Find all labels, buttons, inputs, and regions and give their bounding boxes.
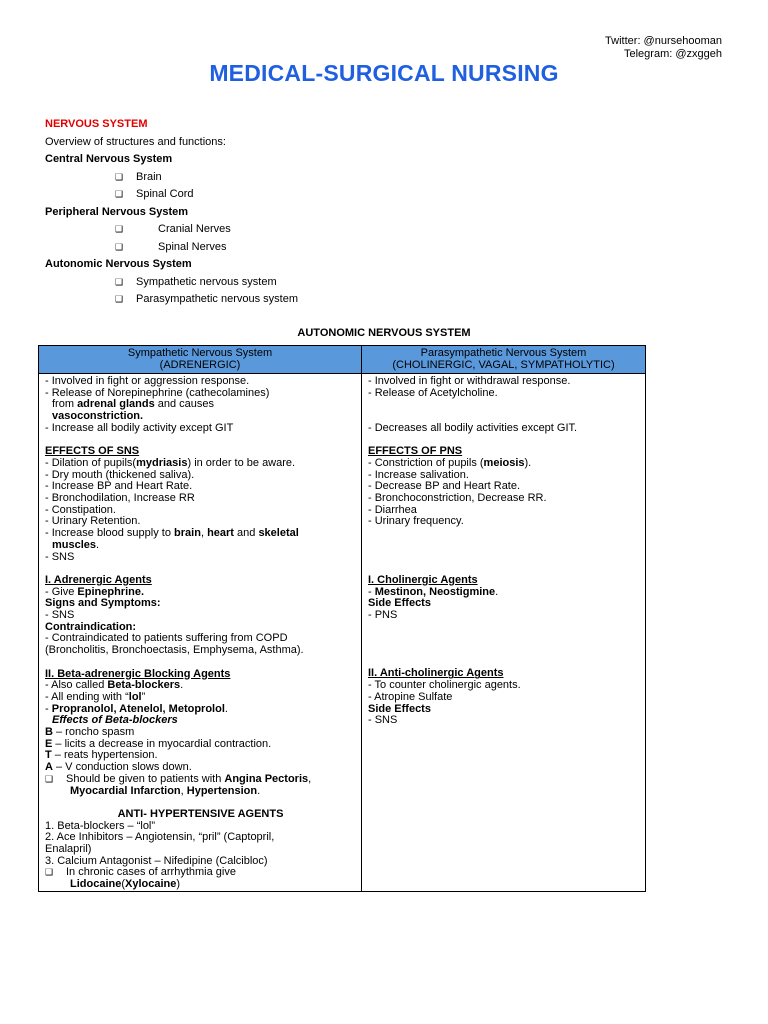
text-line: - Constipation. [45,503,116,516]
text-span: - [45,702,52,715]
text-span: In chronic cases of arrhythmia give [66,866,236,879]
checkbox-bullet-icon: ❑ [45,867,54,878]
text-line: - Increase BP and Heart Rate. [45,480,193,493]
spacer [368,528,640,540]
subheading: II. Beta-adrenergic Blocking Agents [45,667,231,680]
text-line: - Atropine Sulfate [368,690,453,703]
text-line: - Increase salivation. [368,468,469,481]
header-line: Sympathetic Nervous System [127,347,273,359]
twitter-handle: Twitter: @nursehooman [605,35,722,47]
text-span: Xylocaine [125,878,177,891]
text-line: - Urinary frequency. [368,515,464,528]
spacer [368,645,640,657]
text-span: – licits a decrease in myocardial contraction. [52,737,272,750]
text-line: 3. Calcium Antagonist – Nifedipine (Calcibloc) [45,854,268,867]
text-line: - SNS [45,550,75,563]
overview-text: Overview of structures and functions: [45,135,226,148]
text-span: lol [128,690,142,703]
text-line: - Decreases all bodily activities except GIT. [368,421,578,434]
subheading: EFFECTS OF SNS [45,445,140,458]
checkbox-bullet-icon: ❑ [45,773,54,784]
list-item [45,274,545,292]
subheading: EFFECTS OF PNS [368,445,463,458]
text-span: and causes [154,398,215,411]
text-span: - Dilation of pupils( [45,456,137,469]
text-line: (Broncholitis, Bronchoectasis, Emphysema, Asthma). [45,644,304,657]
text-span: Beta-blockers [107,679,181,692]
pns-heading: Peripheral Nervous System [45,205,189,218]
text-line: - PNS [368,608,398,621]
text-line: - Contraindicated to patients suffering from COPD [45,632,288,645]
text-span: adrenal glands [77,398,155,411]
list-item [45,239,545,257]
text-span: , [200,527,208,540]
telegram-handle: Telegram: @zxggeh [624,48,722,60]
text-span: Hypertension [186,784,258,797]
text-line [45,879,356,891]
list-item-label: Brain [136,170,162,183]
text-span: skeletal [258,527,299,540]
text-line: - Bronchodilation, Increase RR [45,492,195,505]
text-line: - Release of Norepinephrine (cathecolamines) [45,386,270,399]
text-line: - Involved in fight or aggression response. [45,375,250,387]
cns-heading: Central Nervous System [45,153,173,165]
text-span: - Increase blood supply to [45,527,175,540]
parasympathetic-column-header [362,346,646,374]
text-line: - SNS [45,609,75,622]
ans-heading: Autonomic Nervous System [45,258,192,270]
text-span: - Constriction of pupils ( [368,456,484,469]
subheading: Side Effects [368,597,431,610]
subheading: ANTI- HYPERTENSIVE AGENTS [117,807,284,820]
text-span: T [45,749,52,762]
text-span: Epinephrine. [77,585,145,598]
text-span: – reats hypertension. [51,749,158,762]
text-span: ). [524,456,532,469]
text-span: brain [174,527,201,540]
text-span: E [45,737,53,750]
text-line [368,458,640,470]
text-line [45,540,356,552]
text-span: B [45,726,53,739]
text-line: - Bronchoconstriction, Decrease RR. [368,491,547,504]
list-item [45,186,545,204]
sympathetic-column-header [39,346,362,374]
table-title: AUTONOMIC NERVOUS SYSTEM [297,327,471,339]
text-span: - All ending with “ [45,690,129,703]
checkbox-bullet-icon: ❑ [115,276,124,287]
text-span: - Also called [45,679,108,692]
list-item-label: Spinal Nerves [158,240,227,253]
spacer [368,540,640,552]
checkbox-bullet-icon: ❑ [115,294,124,304]
subheading: Side Effects [368,702,431,715]
text-span: Myocardial Infarction [70,784,181,797]
spacer [368,622,640,634]
subheading: I. Cholinergic Agents [368,573,478,586]
text-line: - To counter cholinergic agents. [368,679,521,692]
header-line: (CHOLINERGIC, VAGAL, SYMPATHOLYTIC) [392,358,615,371]
text-span: – V conduction slows down. [52,761,192,774]
text-span: – roncho spasm [52,726,135,739]
social-handles [605,35,722,61]
text-span: A [45,761,53,774]
subheading: II. Anti-cholinergic Agents [368,667,504,680]
page-title: MEDICAL-SURGICAL NURSING [209,60,559,86]
text-span: ” [141,690,146,703]
text-span: . [96,538,100,551]
list-item [45,221,545,239]
spacer [368,633,640,645]
text-span: from [52,398,78,411]
text-span: . [495,585,499,598]
subheading: I. Adrenergic Agents [45,573,152,586]
text-line: - Increase all bodily activity except GIT [45,421,234,434]
text-line: - Urinary Retention. [45,515,141,528]
text-span: heart [207,527,234,540]
text-line: - Involved in fight or withdrawal response. [368,375,571,387]
text-span: mydriasis [136,456,188,469]
outline [45,116,545,309]
text-span: ( [121,878,126,891]
text-span: . [180,679,184,692]
text-line: vasoconstriction. [52,410,144,423]
text-span: Effects of Beta-blockers [52,714,178,727]
ans-comparison-table [38,345,646,892]
text-line: - Release of Acetylcholine. [368,386,498,399]
text-line [45,786,356,798]
text-span: Should be given to patients with [66,772,225,785]
spacer [45,657,356,669]
list-item-label: Sympathetic nervous system [136,275,277,288]
text-span: Mestinon, Neostigmine [374,585,496,598]
text-line: - Dry mouth (thickened saliva). [45,468,195,481]
list-item-label: Parasympathetic nervous system [136,293,299,305]
subheading: Contraindication: [45,620,137,633]
checkbox-bullet-icon: ❑ [115,224,124,234]
text-line: - Decrease BP and Heart Rate. [368,480,521,493]
text-span: and [233,527,259,540]
text-span: , [308,772,312,785]
text-span: , [180,784,187,797]
text-line [45,458,356,470]
subheading: Signs and Symptoms: [45,597,161,610]
spacer [368,399,640,411]
checkbox-bullet-icon: ❑ [115,241,124,252]
text-span: ) [176,878,181,891]
text-span: muscles [52,538,97,551]
parasympathetic-cell [362,374,646,892]
list-item [45,169,545,187]
text-line: 2. Ace Inhibitors – Angiotensin, “pril” (Captopril, [45,831,275,844]
text-line: - Diarrhea [368,503,417,516]
table-row [39,374,646,892]
spacer [368,551,640,563]
list-item [45,291,545,309]
text-span: Angina Pectoris [224,772,309,785]
table-header-row [39,346,646,374]
text-span: - Give [45,585,78,598]
section-heading: NERVOUS SYSTEM [45,118,148,130]
text-line: Enalapril) [45,843,92,856]
text-line: - SNS [368,714,398,727]
text-span: . [224,702,228,715]
text-line: 1. Beta-blockers – “lol” [45,819,156,832]
text-span: - [368,585,375,598]
header-line: (ADRENERGIC) [159,358,241,371]
text-span: . [257,784,261,797]
checkbox-bullet-icon: ❑ [115,171,124,182]
header-line: Parasympathetic Nervous System [420,347,587,359]
text-span: Propranolol, Atenelol, Metoprolol [51,702,225,715]
text-span: meiosis [483,456,525,469]
checkbox-bullet-icon: ❑ [115,189,124,199]
list-item-label: Spinal Cord [136,188,194,200]
text-span: Lidocaine [70,878,122,891]
list-item-label: Cranial Nerves [158,223,231,235]
text-span: ) in order to be aware. [187,456,296,469]
sympathetic-cell [39,374,362,892]
